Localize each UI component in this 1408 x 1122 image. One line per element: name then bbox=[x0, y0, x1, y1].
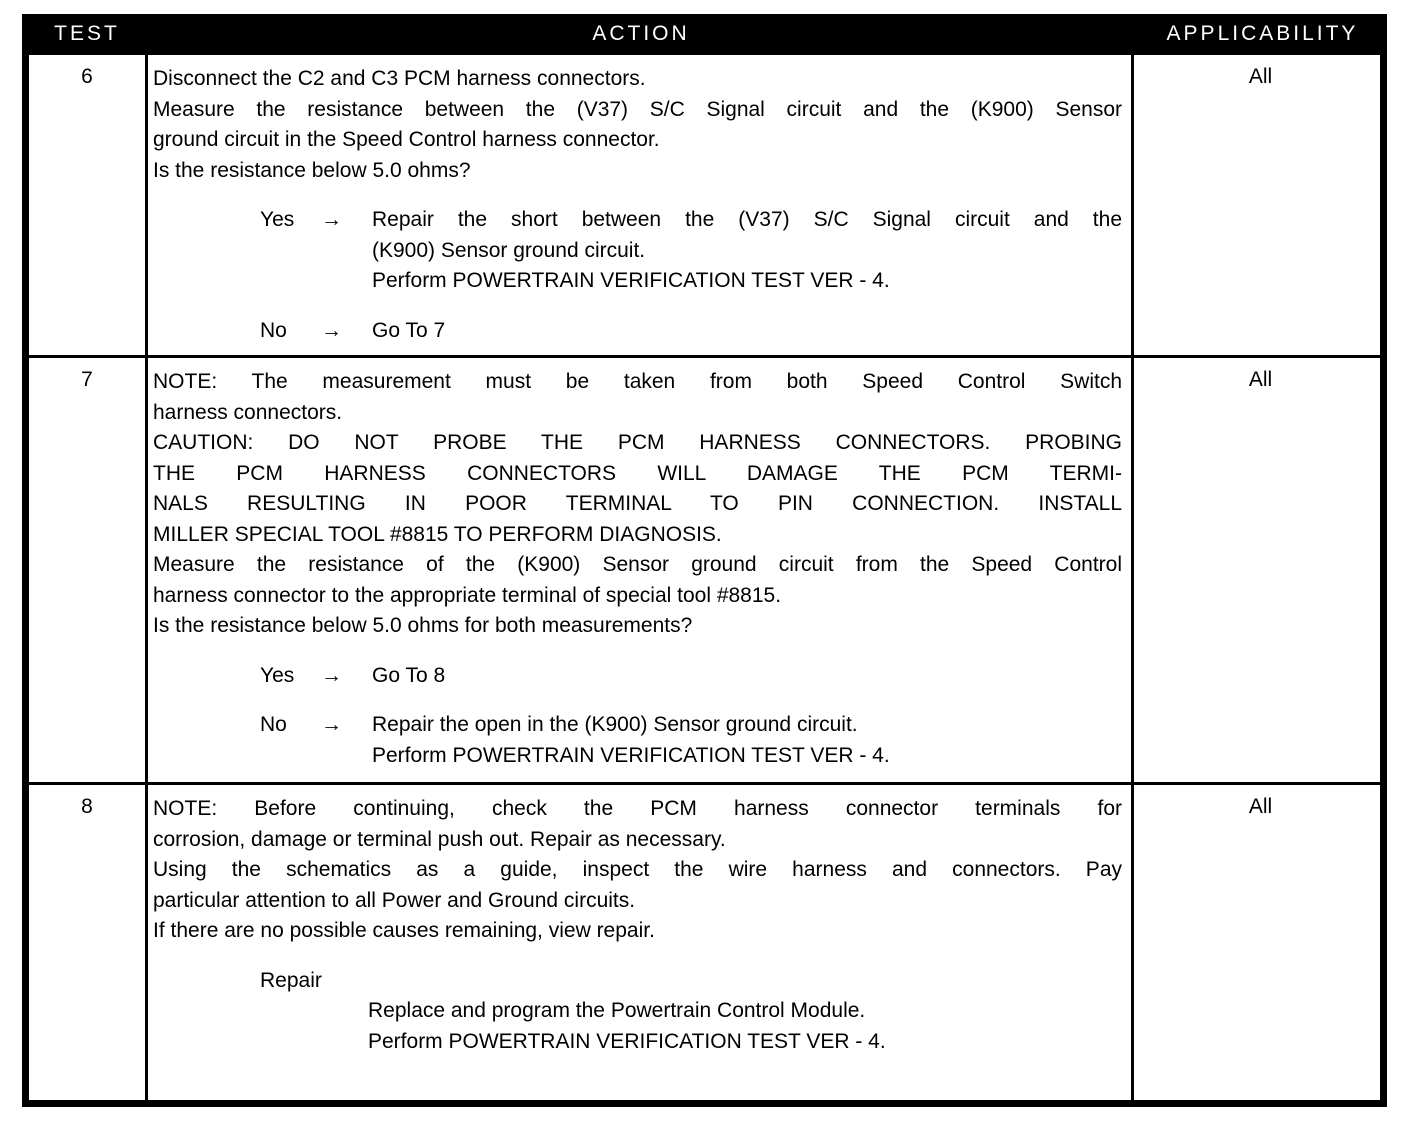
response-yes bbox=[153, 661, 1122, 692]
response-line: Perform POWERTRAIN VERIFICATION TEST VER - 4. bbox=[368, 1029, 886, 1053]
table-header bbox=[22, 14, 1387, 55]
response-line: Repair the short between the (V37) S/C Signal circuit and the bbox=[372, 208, 1122, 231]
response-line: (K900) Sensor ground circuit. bbox=[372, 238, 646, 262]
response-yes bbox=[153, 205, 1122, 297]
response-repair bbox=[153, 966, 1122, 1058]
action-line: CAUTION: DO NOT PROBE THE PCM HARNESS CONNECTORS. PROBING bbox=[153, 431, 1122, 454]
action-line: harness connectors. bbox=[153, 400, 343, 424]
response-line: Perform POWERTRAIN VERIFICATION TEST VER - 4. bbox=[372, 269, 890, 292]
test-number: 6 bbox=[81, 65, 93, 88]
response-label: No bbox=[260, 318, 287, 342]
action-line: Using the schematics as a guide, inspect the wire harness and connectors. Pay bbox=[153, 858, 1122, 881]
response-line: Repair the open in the (K900) Sensor ground circuit. bbox=[372, 713, 858, 736]
diagnostic-table bbox=[22, 14, 1387, 1107]
table-row bbox=[29, 355, 1380, 782]
arrow-icon: → bbox=[321, 713, 342, 736]
header-test: TEST bbox=[54, 22, 120, 45]
action-line: particular attention to all Power and Ground circuits. bbox=[153, 888, 636, 912]
action-paragraph bbox=[153, 95, 1122, 156]
response-label: Yes bbox=[260, 208, 295, 231]
action-line: Disconnect the C2 and C3 PCM harness connectors. bbox=[153, 67, 646, 90]
action-line: THE PCM HARNESS CONNECTORS WILL DAMAGE THE PCM TERMI- bbox=[153, 461, 1122, 485]
action-paragraph bbox=[153, 64, 1122, 95]
response-line: Go To 8 bbox=[372, 663, 446, 687]
response-line: Replace and program the Powertrain Control Module. bbox=[368, 999, 866, 1022]
action-cell bbox=[153, 367, 1122, 771]
action-paragraph bbox=[153, 550, 1122, 611]
response-text bbox=[372, 316, 1122, 347]
action-line: NOTE: The measurement must be taken from both Speed Control Switch bbox=[153, 370, 1122, 393]
applicability: All bbox=[1248, 65, 1273, 88]
action-paragraph bbox=[153, 156, 1122, 187]
arrow-icon: → bbox=[321, 208, 342, 231]
action-line: harness connector to the appropriate terminal of special tool #8815. bbox=[153, 583, 782, 607]
action-paragraph bbox=[153, 428, 1122, 550]
arrow-icon: → bbox=[321, 663, 342, 687]
response-label: Yes bbox=[260, 663, 295, 687]
action-cell bbox=[153, 64, 1122, 346]
applicability: All bbox=[1248, 368, 1273, 391]
response-text bbox=[372, 661, 1122, 692]
action-paragraph bbox=[153, 794, 1122, 855]
table-row bbox=[29, 52, 1380, 355]
action-line: Is the resistance below 5.0 ohms? bbox=[153, 158, 471, 182]
action-line: If there are no possible causes remaining, view repair. bbox=[153, 919, 655, 942]
test-number: 8 bbox=[81, 795, 93, 818]
action-line: MILLER SPECIAL TOOL #8815 TO PERFORM DIAGNOSIS. bbox=[153, 522, 722, 546]
response-label: No bbox=[260, 713, 287, 736]
response-text bbox=[372, 205, 1122, 297]
action-cell bbox=[153, 794, 1122, 1057]
response-text bbox=[368, 966, 1122, 1058]
response-line: Perform POWERTRAIN VERIFICATION TEST VER - 4. bbox=[372, 743, 890, 767]
action-line: NALS RESULTING IN POOR TERMINAL TO PIN CONNECTION. INSTALL bbox=[153, 492, 1122, 515]
header-action: ACTION bbox=[592, 22, 690, 45]
action-paragraph bbox=[153, 916, 1122, 947]
response-no bbox=[153, 316, 1122, 347]
action-paragraph bbox=[153, 855, 1122, 916]
test-number: 7 bbox=[81, 368, 93, 391]
response-text bbox=[372, 710, 1122, 771]
action-line: corrosion, damage or terminal push out. Repair as necessary. bbox=[153, 827, 726, 851]
response-label: Repair bbox=[260, 968, 322, 992]
header-applicability: APPLICABILITY bbox=[1166, 22, 1359, 45]
response-line: Go To 7 bbox=[372, 318, 446, 342]
action-line: ground circuit in the Speed Control harness connector. bbox=[153, 128, 660, 151]
action-line: Is the resistance below 5.0 ohms for both measurements? bbox=[153, 614, 693, 637]
applicability: All bbox=[1248, 795, 1273, 818]
arrow-icon: → bbox=[321, 318, 342, 342]
action-line: NOTE: Before continuing, check the PCM harness connector terminals for bbox=[153, 797, 1122, 820]
table-row bbox=[29, 782, 1380, 1097]
action-line: Measure the resistance between the (V37) S/C Signal circuit and the (K900) Sensor bbox=[153, 97, 1122, 121]
action-line: Measure the resistance of the (K900) Sensor ground circuit from the Speed Control bbox=[153, 553, 1122, 576]
action-paragraph bbox=[153, 611, 1122, 642]
response-no bbox=[153, 710, 1122, 771]
action-paragraph bbox=[153, 367, 1122, 428]
